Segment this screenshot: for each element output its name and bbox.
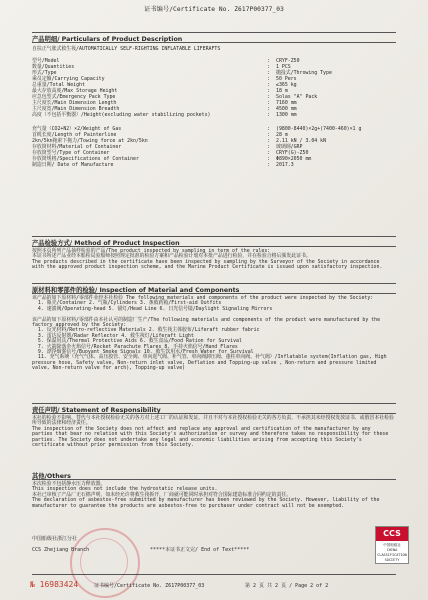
detail-value: ≤365 kg (276, 82, 297, 88)
detail-label: 存放筒材料/Material of Container (32, 144, 122, 150)
detail-value: CRYF-Z50 (276, 58, 300, 64)
detail-colon: : (267, 100, 270, 106)
detail-value: CRYF(G)-Z50 (276, 150, 309, 156)
section-title-responsibility: 责任声明/ Statement of Responsibility (32, 407, 161, 414)
end-of-text: *****本证书正文完/ End of Text***** (150, 547, 250, 553)
detail-label: 存放筒规格/Specifications of Container (32, 156, 139, 162)
detail-colon: : (267, 132, 270, 138)
org-name-en: CCS Zhejiang Branch (32, 547, 90, 553)
detail-colon: : (267, 126, 270, 132)
detail-label: 首缆长度/Length of Painterline (32, 132, 117, 138)
detail-label: 主尺度宽/Main Dimension Breadth (32, 106, 120, 112)
header-cert-no: 证书编号/Certificate No. Z617P00377_03 (144, 6, 284, 13)
detail-colon: : (267, 88, 270, 94)
detail-label: 制造日期/ Date of Manufacture (32, 162, 114, 168)
detail-colon: : (267, 106, 270, 112)
footer-cert-no: 证书编号/Certificate No. Z617P00377_03 (94, 583, 205, 589)
detail-colon: : (267, 162, 270, 168)
detail-colon: : (267, 156, 270, 162)
materials-text: 该产品的如下原材料/零部件业经本社检验 The following materials and components of the product were inspected by the Society: 1. 瓶壳/Container 2. 气瓶/Cylinders 3. 条救药箱/First-aid Outfits 4. 速溃阀/Operating-head 5. 锚灯/Head Line 6. 日光信号镜/Daylight Signaling Mirrors 该产品的如下原材料/零部件由本社认可的制造厂生产/The following materials and components of the product were manufactured by the factory approved by the Society: 1. 反光材料/Retro-reflective Materials 2. 救生筏主体胶布/Liferaft rubber fabric 3. 雷达反射器/Radar Reflector 4. 救生筏灯/Liferaft Light 5. 保温用具/Thermal Protective Aids 6. 救生食品/Food Ration for Survival 7. 火箭降落伞火焰信号/Rocket Parachute Flares 8. 手持火焰信号/Hand Flares 9. 漂浮烟雾信号/Buoyant Smoke Signals 10. 救生饮用水/Fresh Water for Survival 11. 充气系统（充气气体、高压胶管、安全阀、单向进气阀、补气管、单向阀卸压阀、蓬柱单向阀、补气阀）/Inflatable system(Inflation gas, High pressure hose, Safety valve, Non-return inlet valve, Deflation and Topping-up valve , Non-return and pressure limited valve, Non-return valve for arch), Topping-up valve) (32, 295, 387, 372)
detail-colon: : (267, 138, 270, 144)
detail-colon: : (267, 144, 270, 150)
detail-value: Φ890×2050 mm (276, 156, 312, 162)
detail-value: (9800-8440)×2g+(7400-460)×1 g (276, 126, 362, 132)
others-text: 本次检验不包括静水压力释放器。 This inspection does not include the hydrostatic release units. 本社已审核了产品厂无石棉声明，如未经允许将救生筏拆开，厂商就可能同时承担对符合国际建造标准合同约定的责任。 The declaration of asbestos-free submitted by manufacturer has been reviewed by the Society. However, liability of the manufacturer to guarantee the products are asbestos-free to purchaser under contract will not be exempted. (32, 481, 380, 509)
detail-colon: : (267, 112, 270, 118)
section-title-inspection-method: 产品检验方式/ Method of Product Inspection (32, 240, 180, 247)
detail-value: 7160 mm (276, 100, 297, 106)
footer-page-number: 第 2 页 共 2 页 / Page 2 of 2 (245, 583, 329, 589)
detail-label: 总重量/Total Weight (32, 82, 85, 88)
detail-label: 主尺度长/Main Dimension Length (32, 100, 117, 106)
detail-label: 型号/Model (32, 58, 60, 64)
detail-value: Solas "A" Pack (276, 94, 318, 100)
seal-stamp-inner (80, 538, 128, 586)
section-title-particulars: 产品明细/ Particulars of Product Description (32, 36, 183, 43)
detail-colon: : (267, 70, 270, 76)
detail-label: 数量/Quantities (32, 64, 75, 70)
section-title-materials: 原材料和零部件的检验/ Inspection of Material and Components (32, 287, 240, 294)
responsibility-text: 本社的检验不影响、替代与本社授权检验无关的各方对上述工厂的认证和发证，并且不对与本社授权检验无关的各方负责，不承担其未经授权发放证书、或假冒本社检验所导致的法律和经济责任。 The inspection of the Society does not affect and replace any approval and certification of the manufacturer by any parties that bear no relation with this Society's authorization or survey and therefore takes no responsibility for these parties. The Society does not undertake any legal and economic liabilities arising from accepting this Society's certificate without prior permission from this Society. (32, 415, 394, 449)
detail-value: 抛投式/Throwing Type (276, 70, 332, 76)
detail-colon: : (267, 150, 270, 156)
detail-colon: : (267, 94, 270, 100)
detail-label: 存放筒型号/Type of Container (32, 150, 110, 156)
detail-value: 2017.3 (276, 162, 294, 168)
inspection-method-text: 按照本页所列产品抽样检验的产品/The product inspected by sampling in term of the rules: 本证书所述产品业经本船检局验船师按照规定批准的检验方案和产品检验计划对本批产品进行检验，并在检验合格后颁发此证书。 The products described in the certificate have been inspected by sampling by the Surveyor of the Society in accordance with the approved product inspection scheme, and the Marine Product Certificate is issued upon satisfactory inspection. (32, 248, 383, 271)
detail-label: 形式/Type (32, 70, 57, 76)
section-title-others: 其他/Others (32, 473, 71, 480)
detail-colon: : (267, 82, 270, 88)
detail-value: 4500 mm (276, 106, 297, 112)
detail-label: 高度（不包括平衡器）/Height(excluding water stabilizing pockets) (32, 112, 211, 118)
detail-value: 玻璃钢/GRP (276, 144, 303, 150)
detail-label: 应急包型式/Emergency Pack Type (32, 94, 116, 100)
serial-number: № 16983424 (30, 580, 79, 589)
detail-label: 自扶正气胀式救生筏/AUTOMATICALLY SELF-RIGHTING INFLATABLE LIFERAFTS (32, 46, 221, 52)
detail-value: 18 m (276, 88, 288, 94)
ccs-logo: CCS 中国船级社 CHINA CLASSIFICATION SOCIETY (375, 526, 409, 564)
detail-value: 28 m (276, 132, 288, 138)
detail-value: 2.11 kN / 3.04 kN (276, 138, 327, 144)
detail-label: 最大存放高度/Max Storage Height (32, 88, 118, 94)
detail-colon: : (267, 64, 270, 70)
detail-colon: : (267, 58, 270, 64)
detail-value: 50 Pers (276, 76, 297, 82)
detail-colon: : (267, 76, 270, 82)
detail-value: 1 PCS (276, 64, 291, 70)
org-name-cn: 中国船级社浙江分社 (32, 536, 78, 542)
detail-label: 充气量（CO2+N2）×2/Weight of Gas (32, 126, 122, 132)
detail-label: 乘员定额/Carrying Capacity (32, 76, 105, 82)
detail-label: 2kn/5kn拖索下拖力/Towing force at 2kn/5kn (32, 138, 148, 144)
detail-value: 1300 mm (276, 112, 297, 118)
